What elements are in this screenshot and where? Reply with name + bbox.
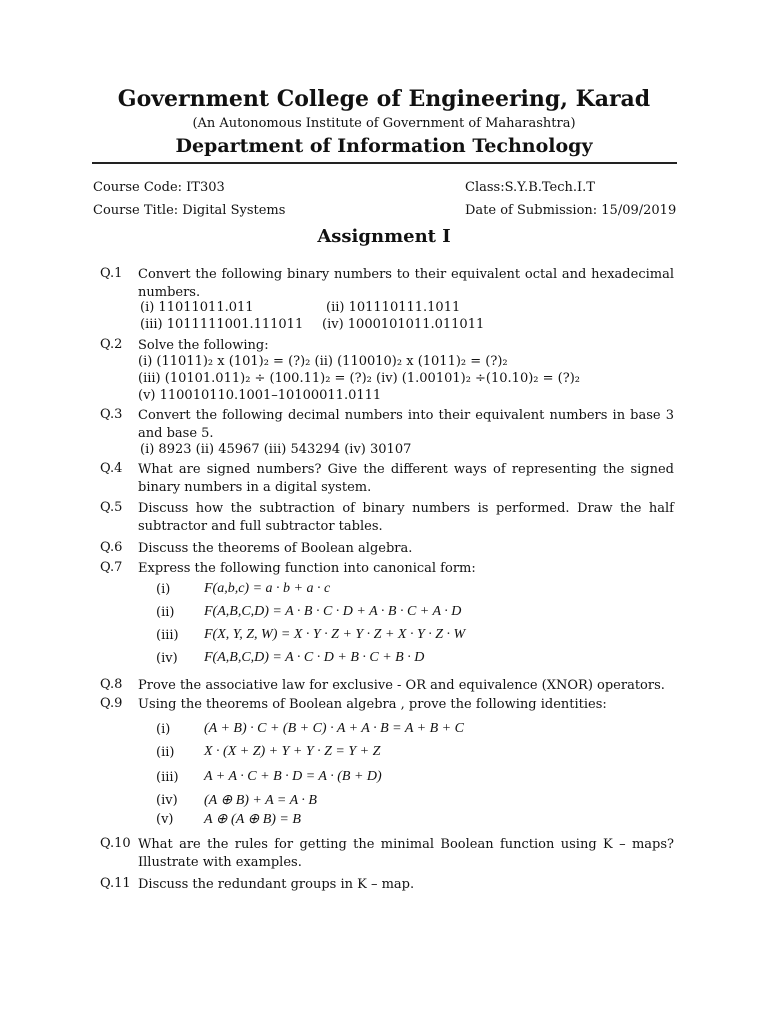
question-number: Q.6 [100,540,123,555]
question-line: (i) 11011011.011 [140,300,254,315]
boolean-expression: X · (X + Z) + Y + Y · Z = Y + Z [204,744,381,759]
boolean-expression: F(X, Y, Z, W) = X · Y · Z + Y · Z + X · Y · Z · W [204,627,466,642]
boolean-expression: F(A,B,C,D) = A · B · C · D + A · B · C + A · D [204,604,462,619]
boolean-expression: F(A,B,C,D) = A · C · D + B · C + B · D [204,650,425,665]
question-number: Q.3 [100,407,123,422]
assignment-title: Assignment I [317,226,451,247]
item-label: (i) [156,582,171,597]
header-rule [92,162,677,164]
question-number: Q.11 [100,876,131,891]
question-text: Discuss the redundant groups in K – map. [138,877,415,892]
question-number: Q.2 [100,337,123,352]
college-name: Government College of Engineering, Karad [117,86,651,112]
question-text: Solve the following: [138,338,269,353]
question-number: Q.10 [100,836,131,851]
department-name: Department of Information Technology [175,135,593,157]
item-label: (ii) [156,605,175,620]
question-text: Convert the following decimal numbers into their equivalent numbers in base 3 and base 5. [138,408,674,441]
question-text: Discuss how the subtraction of binary numbers is performed. Draw the half subtractor and full subtractor tables. [138,501,674,534]
question-number: Q.9 [100,696,123,711]
boolean-expression: (A ⊕ B) + A = A · B [204,793,317,808]
question-text: Using the theorems of Boolean algebra , prove the following identities: [138,697,607,712]
question-text: Convert the following binary numbers to their equivalent octal and hexadecimal numbers. [138,267,674,300]
question-line: (i) 8923 (ii) 45967 (iii) 543294 (iv) 30107 [140,442,412,457]
item-label: (ii) [156,745,175,760]
question-number: Q.8 [100,677,123,692]
boolean-expression: F(a,b,c) = a · b + a · c [204,581,331,596]
boolean-expression: (A + B) · C + (B + C) · A + A · B = A + B + C [204,721,464,736]
item-label: (iii) [156,770,179,785]
item-label: (iv) [156,793,178,808]
question-text: Prove the associative law for exclusive - OR and equivalence (XNOR) operators. [138,678,665,693]
item-label: (v) [156,812,174,827]
question-line: (ii) 101110111.1011 [326,300,461,315]
question-number: Q.1 [100,266,123,281]
item-label: (i) [156,722,171,737]
question-line: (iii) 1011111001.111011 [140,317,304,332]
question-line: (iii) (10101.011)₂ ÷ (100.11)₂ = (?)₂ (iv) (1.00101)₂ ÷(10.10)₂ = (?)₂ [138,371,580,386]
question-text: What are the rules for getting the minimal Boolean function using K – maps? Illustrate with examples. [138,837,674,870]
item-label: (iii) [156,628,179,643]
question-number: Q.7 [100,560,123,575]
item-label: (iv) [156,651,178,666]
question-text: Discuss the theorems of Boolean algebra. [138,541,413,556]
course-title: Course Title: Digital Systems [93,203,286,218]
question-line: (i) (11011)₂ x (101)₂ = (?)₂ (ii) (110010)₂ x (1011)₂ = (?)₂ [138,354,508,369]
course-class: Class:S.Y.B.Tech.I.T [465,180,595,195]
question-line: (v) 110010110.1001–10100011.0111 [138,388,382,403]
institute-subtitle: (An Autonomous Institute of Government of Maharashtra) [192,116,576,131]
course-code: Course Code: IT303 [93,180,225,195]
question-line: (iv) 1000101011.011011 [322,317,485,332]
boolean-expression: A ⊕ (A ⊕ B) = B [204,812,301,827]
boolean-expression: A + A · C + B · D = A · (B + D) [204,769,382,784]
question-number: Q.4 [100,461,123,476]
question-number: Q.5 [100,500,123,515]
question-text: What are signed numbers? Give the different ways of representing the signed binary numbers in a digital system. [138,462,674,495]
submission-date: Date of Submission: 15/09/2019 [465,203,677,218]
question-text: Express the following function into canonical form: [138,561,476,576]
